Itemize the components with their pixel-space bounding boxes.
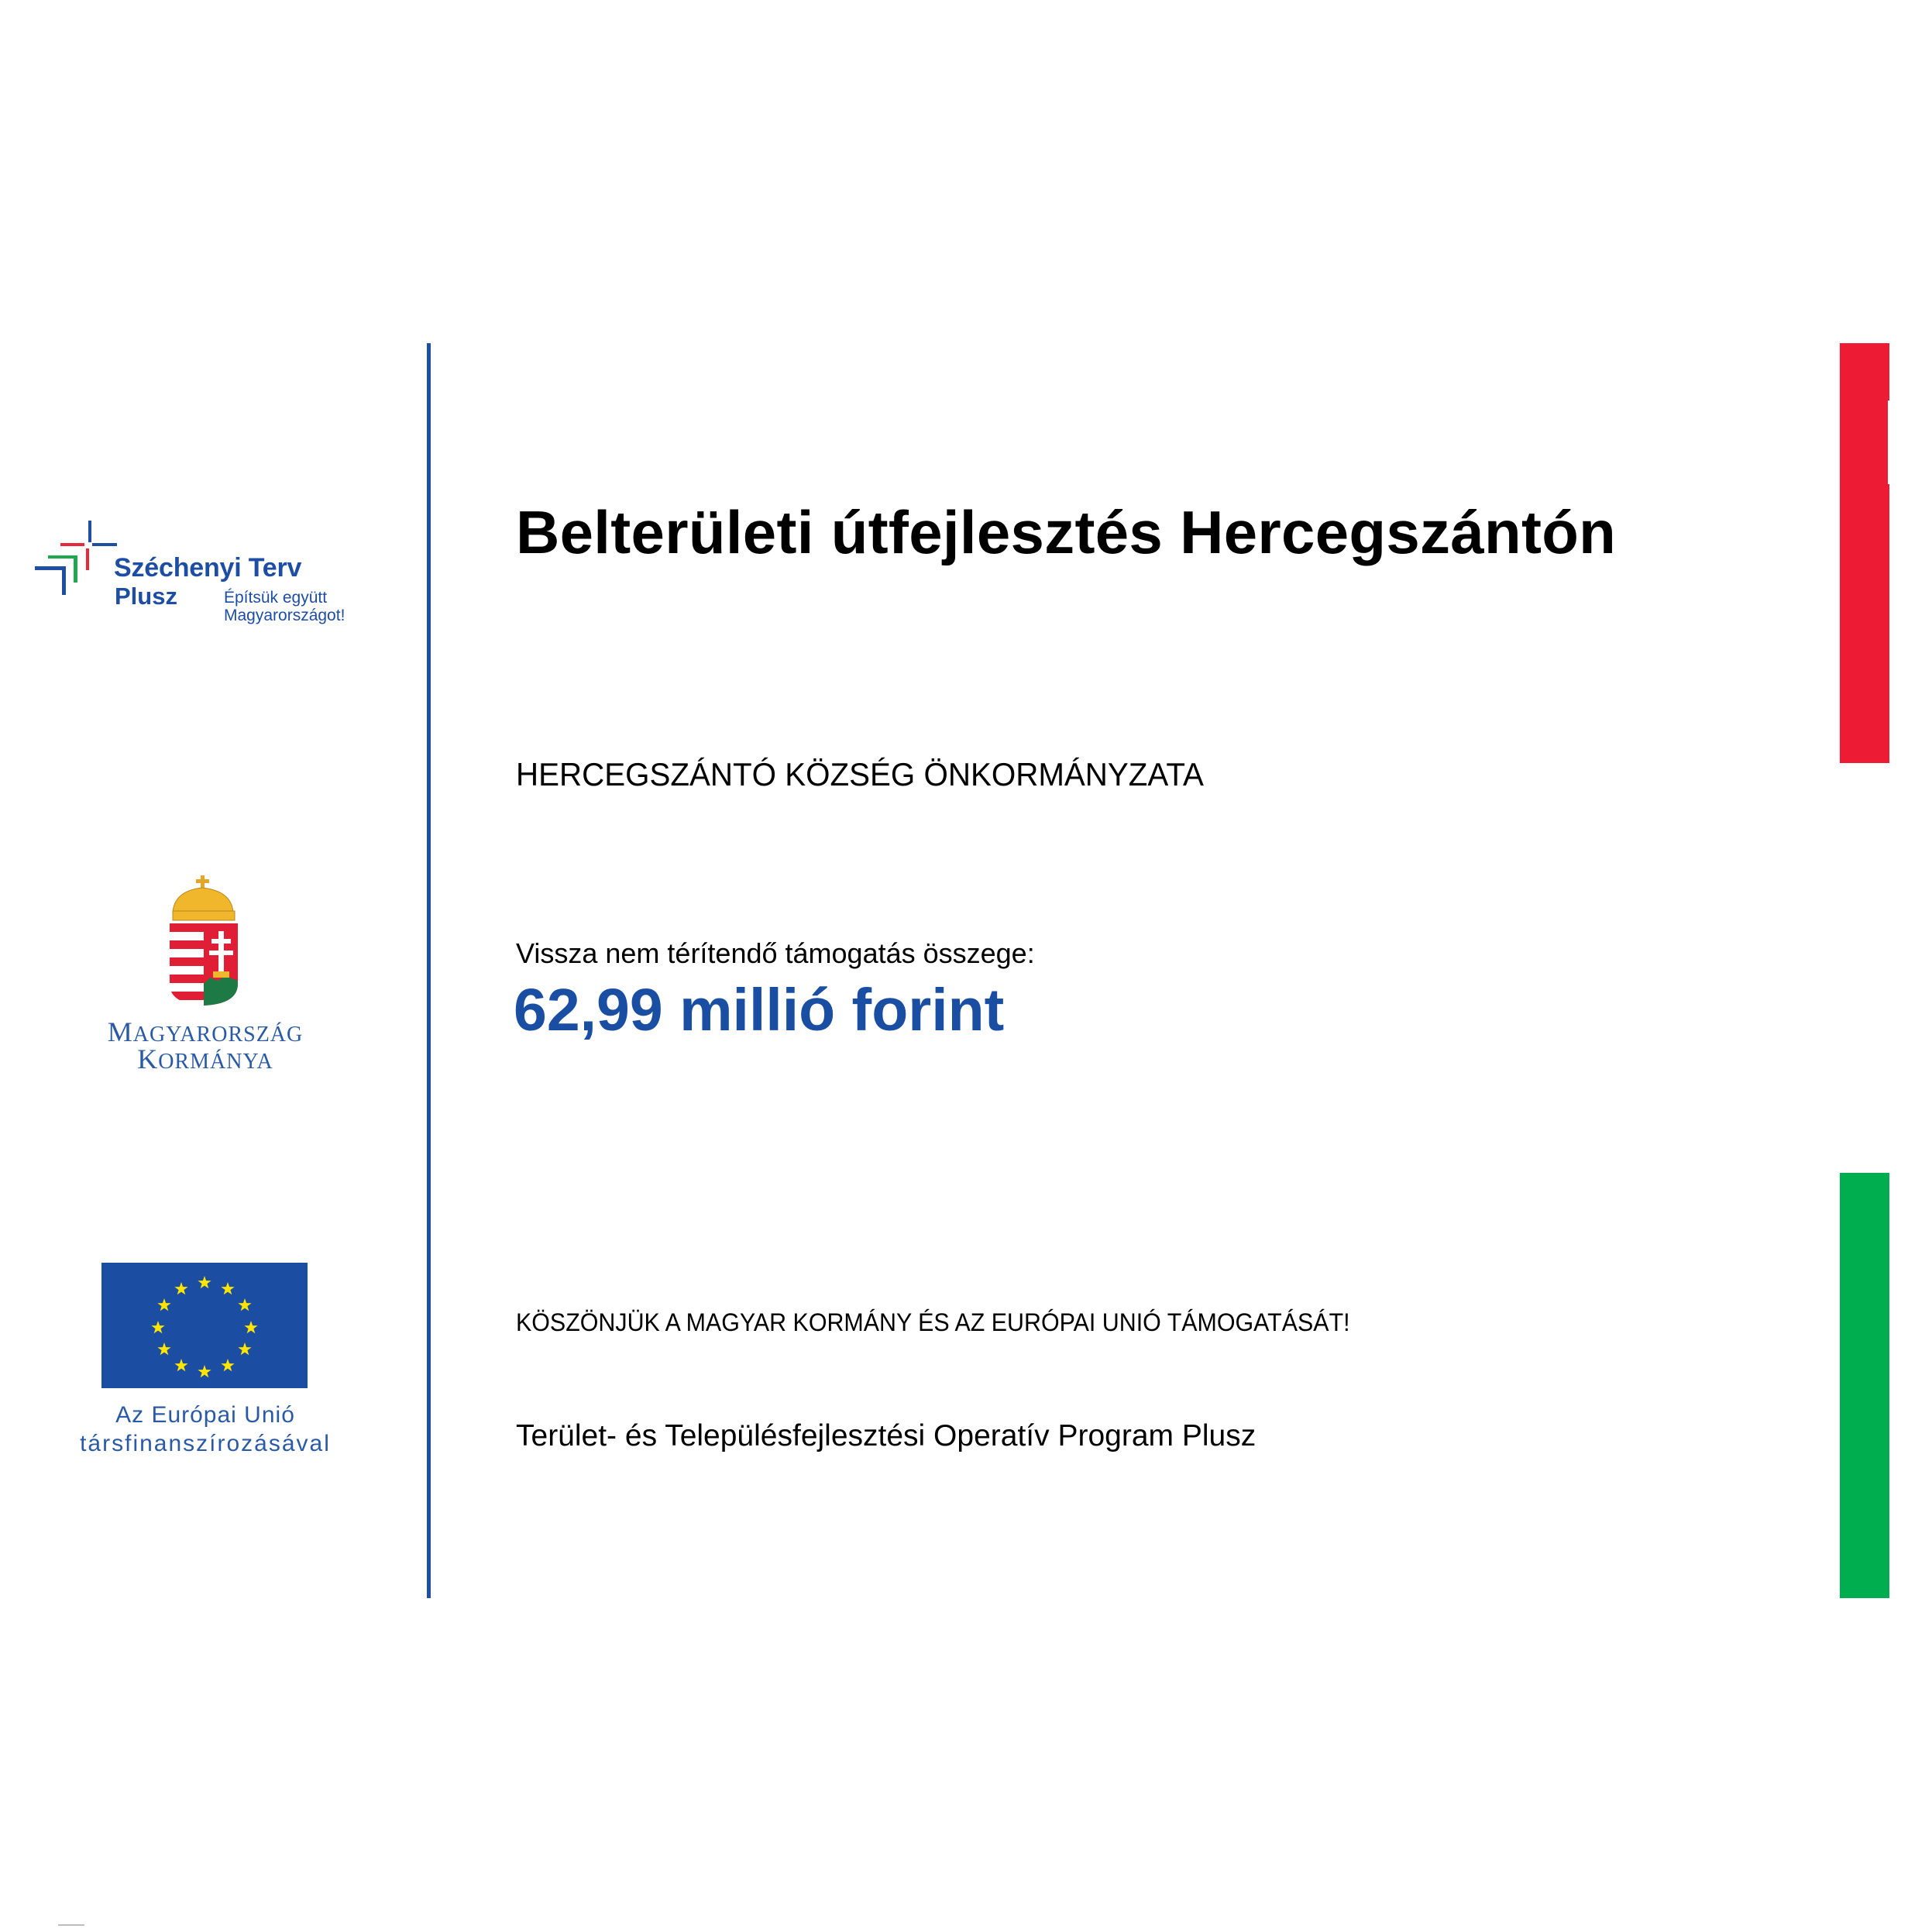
gov-line1-initial: M xyxy=(107,1016,133,1047)
szechenyi-logo-plusz: Plusz xyxy=(115,583,177,610)
eu-logo-text-1: Az Európai Unió xyxy=(115,1402,295,1428)
gov-line2-rest: ORMÁNYA xyxy=(158,1050,273,1074)
government-name-line-2 xyxy=(70,1045,341,1073)
thanks-message: KÖSZÖNJÜK A MAGYAR KORMÁNY ÉS AZ EURÓPAI UNIÓ TÁMOGATÁSÁT! xyxy=(516,1308,1350,1336)
coat-of-arms-icon xyxy=(167,875,244,1007)
government-name-line-1 xyxy=(70,1018,341,1046)
szechenyi-logo-slogan-2: Magyarországot! xyxy=(224,607,345,624)
grant-amount-value: 62,99 millió forint xyxy=(514,977,1005,1043)
szechenyi-logo-title: Széchenyi Terv xyxy=(114,553,302,583)
eu-flag-icon xyxy=(101,1263,308,1388)
program-name: Terület- és Településfejlesztési Operatív Program Plusz xyxy=(516,1419,1256,1452)
flag-green-bar xyxy=(1840,1173,1889,1598)
corner-mark xyxy=(58,1924,84,1926)
gov-line1-rest: AGYARORSZÁG xyxy=(132,1023,304,1047)
vertical-divider xyxy=(427,343,431,1598)
beneficiary-name: HERCEGSZÁNTÓ KÖZSÉG ÖNKORMÁNYZATA xyxy=(516,756,1204,792)
flag-red-bar xyxy=(1840,343,1889,763)
szechenyi-logo-slogan-1: Építsük együtt xyxy=(224,589,328,607)
eu-logo-text-2: társfinanszírozásával xyxy=(80,1431,331,1456)
grant-amount-label: Vissza nem térítendő támogatás összege: xyxy=(516,937,1035,969)
gov-line2-initial: K xyxy=(137,1043,159,1074)
flag-red-notch xyxy=(1888,400,1891,484)
project-title: Belterületi útfejlesztés Hercegszántón xyxy=(516,498,1617,566)
